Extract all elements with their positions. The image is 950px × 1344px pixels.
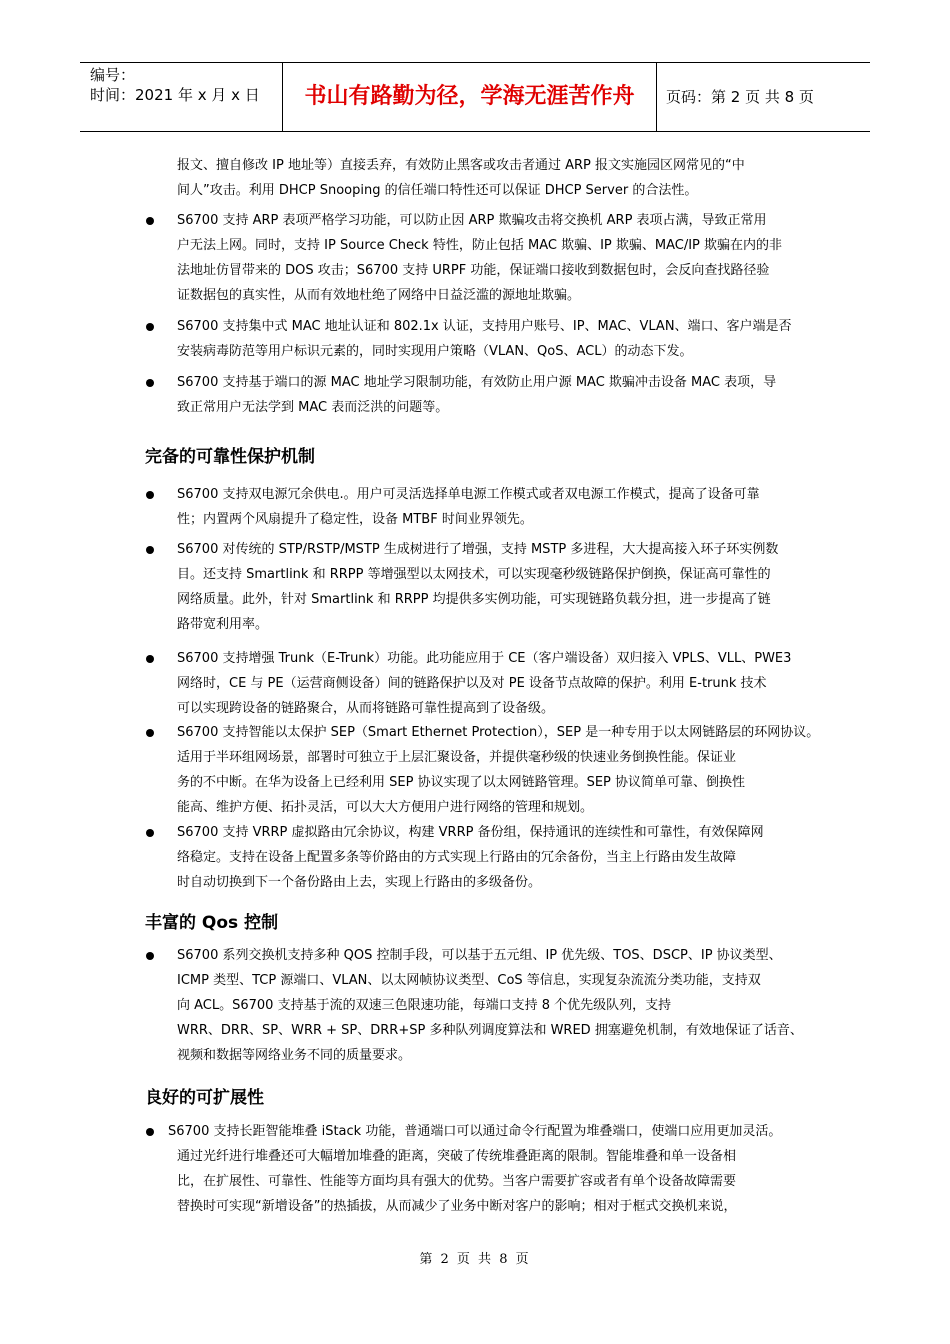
text-line: S6700 支持双电源冗余供电.。用户可灵活选择单电源工作模式或者双电源工作模式，提高了设备可靠 [177, 487, 760, 502]
text-line: 网络时，CE 与 PE（运营商侧设备）间的链路保护以及对 PE 设备节点故障的保护。利用 E-trunk 技术 [177, 676, 767, 691]
bullet-item [177, 943, 817, 1068]
text-line: S6700 支持基于端口的源 MAC 地址学习限制功能，有效防止用户源 MAC 欺骗冲击设备 MAC 表项，导 [177, 375, 777, 390]
text-line: S6700 支持 ARP 表项严格学习功能，可以防止因 ARP 欺骗攻击将交换机 ARP 表项占满，导致正常用 [177, 213, 767, 228]
text-line: 比，在扩展性、可靠性、性能等方面均具有强大的优势。当客户需要扩容或者有单个设备故障需要 [177, 1174, 737, 1189]
text-line: 目。还支持 Smartlink 和 RRPP 等增强型以太网技术，可以实现毫秒级链路保护倒换，保证高可靠性的 [177, 567, 771, 582]
text-line: 户无法上网。同时，支持 IP Source Check 特性，防止包括 MAC 欺骗、IP 欺骗、MAC/IP 欺骗在内的非 [177, 238, 783, 253]
text-line: 路带宽利用率。 [177, 617, 269, 632]
text-line: 适用于半环组网场景，部署时可独立于上层汇聚设备，并提供毫秒级的快速业务倒换性能。保证业 [177, 750, 737, 765]
text-line: 安装病毒防范等用户标识元素的，同时实现用户策略（VLAN、QoS、ACL）的动态下发。 [177, 344, 693, 359]
page-footer: 第 2 页 共 8 页 [419, 1252, 531, 1267]
text-line: 时自动切换到下一个备份路由上去，实现上行路由的多级备份。 [177, 875, 542, 890]
header-motto: 书山有路勤为径，学海无涯苦作舟 [304, 84, 635, 109]
bullet-dot [146, 655, 154, 663]
text-line: 络稳定。支持在设备上配置多条等价路由的方式实现上行路由的冗余备份，当主上行路由发生故障 [177, 850, 737, 865]
text-line: 通过光纤进行堆叠还可大幅增加堆叠的距离，突破了传统堆叠距离的限制。智能堆叠和单一设备相 [177, 1149, 737, 1164]
bullet-dot [146, 829, 154, 837]
text-line: S6700 支持增强 Trunk（E-Trunk）功能。此功能应用于 CE（客户端设备）双归接入 VPLS、VLL、PWE3 [177, 651, 792, 666]
bullet-item [177, 208, 817, 308]
section-heading: 丰富的 Qos 控制 [145, 913, 279, 933]
bullet-item [177, 370, 817, 420]
text-line: 证数据包的真实性，从而有效地杜绝了网络中日益泛滥的源地址欺骗。 [177, 288, 581, 303]
bullet-dot [146, 729, 154, 737]
bullet-dot [146, 952, 154, 960]
header-page-info: 页码：第 2 页 共 8 页 [666, 88, 814, 106]
text-line: 替换时可实现“新增设备”的热插拔，从而减少了业务中断对客户的影响；相对于框式交换机来说， [177, 1199, 737, 1214]
bullet-item [177, 314, 817, 364]
text-line: 间人”攻击。利用 DHCP Snooping 的信任端口特性还可以保证 DHCP Server 的合法性。 [177, 183, 698, 198]
text-line: ICMP 类型、TCP 源端口、VLAN、以太网帧协议类型、CoS 等信息，实现复杂流流分类功能，支持双 [177, 973, 761, 988]
serial-label: 编号： [90, 66, 136, 84]
text-line: 视频和数据等网络业务不同的质量要求。 [177, 1048, 412, 1063]
text-line: 性；内置两个风扇提升了稳定性，设备 MTBF 时间业界领先。 [177, 512, 533, 527]
bullet-item [168, 1119, 808, 1219]
bullet-item [177, 537, 817, 637]
bullet-dot [146, 379, 154, 387]
date-line: 时间：2021 年 x 月 x 日 [90, 86, 260, 104]
text-line: 能高、维护方便、拓扑灵活，可以大大方便用户进行网络的管理和规划。 [177, 800, 594, 815]
text-line: S6700 支持 VRRP 虚拟路由冗余协议，构建 VRRP 备份组，保持通讯的连续性和可靠性，有效保障网 [177, 825, 764, 840]
bullet-item [177, 820, 817, 895]
bullet-item [177, 646, 817, 721]
bullet-dot [146, 217, 154, 225]
text-line: 致正常用户无法学到 MAC 表而泛洪的问题等。 [177, 400, 449, 415]
text-line: S6700 系列交换机支持多种 QOS 控制手段，可以基于五元组、IP 优先级、TOS、DSCP、IP 协议类型、 [177, 948, 782, 963]
bullet-dot [146, 491, 154, 499]
text-line: 报文、擅自修改 IP 地址等）直接丢弃，有效防止黑客或攻击者通过 ARP 报文实施园区网常见的“中 [177, 158, 745, 173]
text-line: 务的不中断。在华为设备上已经利用 SEP 协议实现了以太网链路管理。SEP 协议简单可靠、倒换性 [177, 775, 746, 790]
bullet-dot [146, 1128, 154, 1136]
text-line: 网络质量。此外，针对 Smartlink 和 RRPP 均提供多实例功能，可实现链路负载分担，进一步提高了链 [177, 592, 771, 607]
section-heading: 完备的可靠性保护机制 [145, 447, 315, 467]
text-line: 可以实现跨设备的链路聚合，从而将链路可靠性提高到了设备级。 [177, 701, 555, 716]
text-line: S6700 支持长距智能堆叠 iStack 功能，普通端口可以通过命令行配置为堆叠端口，使端口应用更加灵活。 [168, 1124, 782, 1139]
page-header [80, 62, 870, 132]
text-line: WRR、DRR、SP、WRR + SP、DRR+SP 多种队列调度算法和 WRED 拥塞避免机制，有效地保证了话音、 [177, 1023, 803, 1038]
bullet-item [177, 720, 820, 820]
bullet-item [177, 482, 817, 532]
text-line: S6700 支持智能以太保护 SEP（Smart Ethernet Protection），SEP 是一种专用于以太网链路层的环网协议。 [177, 725, 820, 740]
text-line: 向 ACL。S6700 支持基于流的双速三色限速功能，每端口支持 8 个优先级队列，支持 [177, 998, 672, 1013]
text-line: 法地址仿冒带来的 DOS 攻击；S6700 支持 URPF 功能，保证端口接收到数据包时，会反向查找路径验 [177, 263, 770, 278]
section-heading: 良好的可扩展性 [145, 1088, 264, 1108]
paragraph [177, 153, 817, 203]
bullet-dot [146, 323, 154, 331]
header-meta [90, 65, 260, 105]
text-line: S6700 对传统的 STP/RSTP/MSTP 生成树进行了增强，支持 MSTP 多进程，大大提高接入环子环实例数 [177, 542, 779, 557]
header-divider [656, 63, 657, 131]
text-line: S6700 支持集中式 MAC 地址认证和 802.1x 认证，支持用户账号、IP、MAC、VLAN、端口、客户端是否 [177, 319, 792, 334]
bullet-dot [146, 546, 154, 554]
